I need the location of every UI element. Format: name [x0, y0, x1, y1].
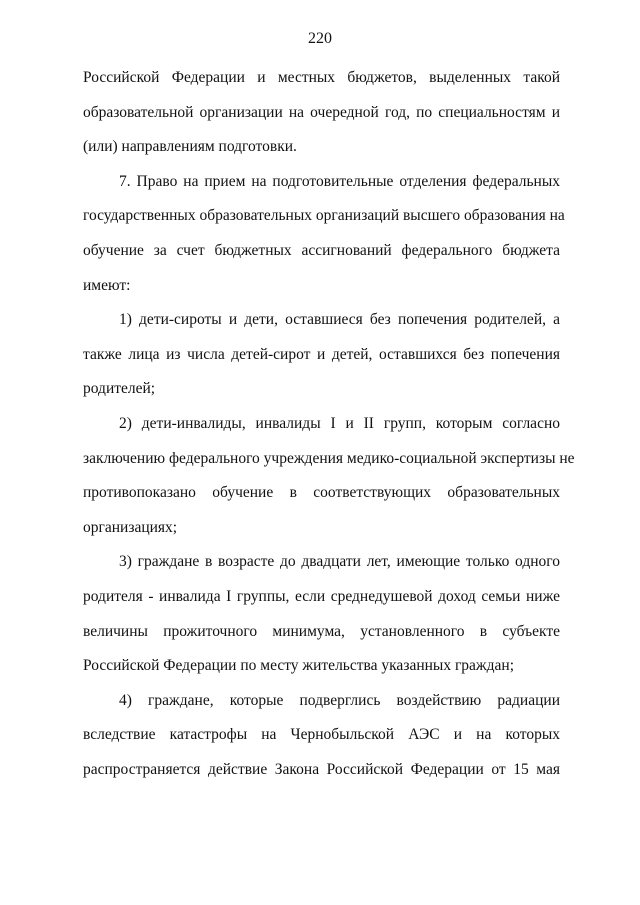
text-line: 7. Право на прием на подготовительные отделения федеральных	[119, 172, 560, 190]
text-line: противопоказано обучение в соответствующих образовательных	[83, 484, 560, 502]
text-line: организациях;	[83, 518, 178, 536]
text-line: 1) дети-сироты и дети, оставшиеся без попечения родителей, а	[119, 311, 560, 329]
text-line: 4) граждане, которые подверглись воздействию радиации	[119, 691, 560, 709]
document-body	[83, 61, 575, 787]
text-line: обучение за счет бюджетных ассигнований федерального бюджета	[83, 241, 560, 259]
text-line: 3) граждане в возрасте до двадцати лет, имеющие только одного	[119, 553, 560, 571]
text-line: заключению федерального учреждения медико-социальной экспертизы не	[83, 449, 575, 467]
text-line: также лица из числа детей-сирот и детей, оставшихся без попечения	[83, 345, 560, 363]
text-line: родителя - инвалида I группы, если среднедушевой доход семьи ниже	[83, 587, 560, 605]
text-line: (или) направлениям подготовки.	[83, 138, 297, 156]
page-number: 220	[308, 30, 332, 47]
text-line: Российской Федерации по месту жительства указанных граждан;	[83, 657, 515, 675]
text-line: 2) дети-инвалиды, инвалиды I и II групп, которым согласно	[119, 414, 560, 432]
text-line: родителей;	[83, 380, 156, 398]
text-line: величины прожиточного минимума, установленного в субъекте	[83, 622, 560, 640]
text-line: вследствие катастрофы на Чернобыльской АЭС и на которых	[83, 726, 560, 744]
text-line: образовательной организации на очередной год, по специальностям и	[83, 103, 560, 121]
text-line: государственных образовательных организаций высшего образования на	[83, 207, 565, 225]
text-line: имеют:	[83, 276, 131, 294]
text-line: Российской Федерации и местных бюджетов, выделенных такой	[83, 69, 560, 86]
text-line: распространяется действие Закона Российской Федерации от 15 мая	[83, 760, 560, 778]
